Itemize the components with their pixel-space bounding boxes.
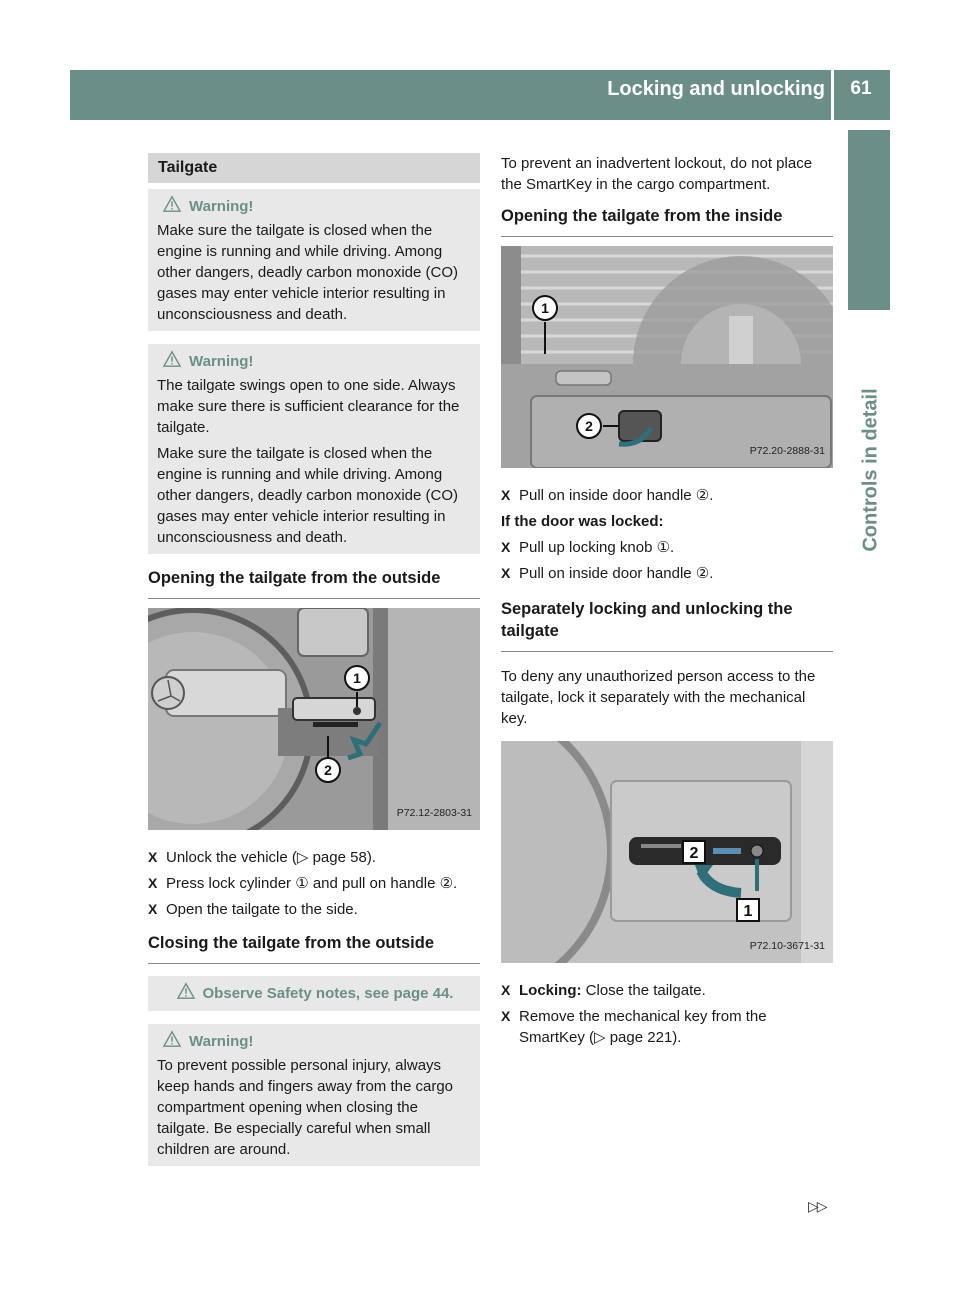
step-item <box>148 847 480 868</box>
step-marker-icon: X <box>501 982 511 998</box>
step-item <box>148 873 480 894</box>
tailgate-inside-illustration <box>501 246 833 468</box>
warning-heading <box>157 1031 472 1052</box>
warning-triangle-icon <box>177 982 195 1000</box>
figure-code: P72.12-2803-31 <box>396 807 472 819</box>
warning-title: Warning! <box>189 198 254 215</box>
page-number: 61 <box>850 78 872 99</box>
warning-title: Warning! <box>189 1033 254 1050</box>
observe-notice <box>148 976 480 1011</box>
warning-triangle-icon <box>163 350 181 368</box>
step-item <box>501 537 833 558</box>
step-item <box>501 563 833 584</box>
warning-triangle-icon <box>163 1030 181 1048</box>
fig1-callout-1: 1 <box>353 670 361 686</box>
step-item <box>501 980 833 1001</box>
subheading-close-outside: Closing the tailgate from the outside <box>148 932 480 964</box>
warning-box <box>148 344 480 554</box>
right-column <box>501 153 833 1053</box>
fig1-callout-2: 2 <box>324 762 332 778</box>
header-divider <box>831 70 834 120</box>
side-tab-label: Controls in detail <box>859 388 882 552</box>
locking-label: Locking: <box>519 982 582 999</box>
section-title: Tailgate <box>148 153 480 183</box>
warning-triangle-icon <box>163 195 181 213</box>
subheading-open-inside: Opening the tailgate from the inside <box>501 205 833 237</box>
figure-lock-cylinder <box>501 741 833 963</box>
step-text: Open the tailgate to the side. <box>166 901 358 918</box>
intro-text: To prevent an inadvertent lockout, do not place the SmartKey in the cargo compartment. <box>501 155 813 193</box>
subheading-separate-lock: Separately locking and unlocking the tailgate <box>501 598 833 652</box>
step-marker-icon: X <box>501 565 511 581</box>
step-marker-icon: X <box>501 487 511 503</box>
step-item <box>501 485 833 506</box>
step-text: Pull up locking knob ①. <box>519 539 675 556</box>
step-item <box>148 899 480 920</box>
observe-text: Observe Safety notes, see page 44. <box>202 985 454 1002</box>
figure-tailgate-inside <box>501 246 833 468</box>
continue-arrow-icon: ▷▷ <box>808 1198 826 1214</box>
warning-text: Make sure the tailgate is closed when the engine is running and while driving. Among other dangers, deadly carbon monoxide (CO) gases may enter vehicle interior resulting in unconsciousness and death. <box>157 445 458 546</box>
step-text: Remove the mechanical key from the SmartKey (▷ page 221). <box>519 1008 767 1046</box>
figure-code: P72.10-3671-31 <box>749 940 825 952</box>
if-locked-label: If the door was locked: <box>501 513 664 530</box>
subheading-open-outside: Opening the tailgate from the outside <box>148 567 480 599</box>
chapter-title: Locking and unlocking <box>607 78 825 100</box>
figure-tailgate-outside <box>148 608 480 830</box>
fig2-callout-1: 1 <box>541 300 549 316</box>
side-tab <box>848 130 890 310</box>
fig3-callout-2: 2 <box>689 845 699 862</box>
warning-text: Make sure the tailgate is closed when the engine is running and while driving. Among other dangers, deadly carbon monoxide (CO) gases may enter vehicle interior resulting in unconsciousness and death. <box>157 222 458 323</box>
warning-title: Warning! <box>189 353 254 370</box>
warning-heading <box>157 351 472 372</box>
step-text: Press lock cylinder ① and pull on handle ②. <box>166 875 458 892</box>
warning-box <box>148 1024 480 1166</box>
warning-text: To prevent possible personal injury, always keep hands and fingers away from the cargo compartment opening when closing the tailgate. Be especially careful when small children are around. <box>157 1057 454 1158</box>
warning-heading <box>157 196 472 217</box>
step-item <box>501 1006 833 1048</box>
tailgate-outside-illustration <box>148 608 480 830</box>
step-marker-icon: X <box>148 901 158 917</box>
warning-box <box>148 189 480 331</box>
step-marker-icon: X <box>148 849 158 865</box>
left-column <box>148 153 480 1179</box>
fig3-callout-1: 1 <box>743 903 753 920</box>
step-text: Pull on inside door handle ②. <box>519 565 714 582</box>
warning-text: The tailgate swings open to one side. Always make sure there is sufficient clearance for the tailgate. <box>157 377 460 436</box>
step-text: Unlock the vehicle (▷ page 58). <box>166 849 376 866</box>
step-marker-icon: X <box>148 875 158 891</box>
step-marker-icon: X <box>501 1008 511 1024</box>
fig2-callout-2: 2 <box>585 418 593 434</box>
lock-cylinder-illustration <box>501 741 833 963</box>
step-marker-icon: X <box>501 539 511 555</box>
separate-text: To deny any unauthorized person access to the tailgate, lock it separately with the mechanical key. <box>501 668 816 727</box>
step-text: Close the tailgate. <box>581 982 706 999</box>
step-text: Pull on inside door handle ②. <box>519 487 714 504</box>
figure-code: P72.20-2888-31 <box>749 445 825 457</box>
